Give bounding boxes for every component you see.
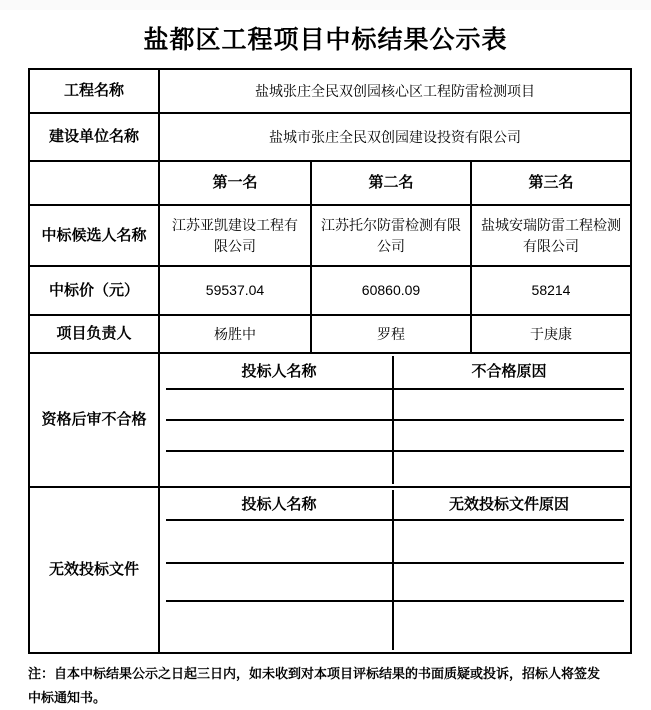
post-qualification-header-row: [166, 356, 624, 389]
row-owner-name: [29, 113, 631, 161]
empty-cell: [393, 389, 624, 420]
project-manager-third: 于庚康: [471, 315, 631, 353]
ib-reason-header: 无效投标文件原因: [393, 490, 624, 520]
invalid-bid-header-row: [166, 490, 624, 520]
empty-cell: [166, 389, 393, 420]
row-project-manager: [29, 315, 631, 353]
bid-price-first: 59537.04: [159, 266, 311, 315]
invalid-bid-subtable: [166, 490, 624, 650]
empty-cell: [166, 601, 393, 650]
rank-first-header: 第一名: [159, 161, 311, 205]
invalid-bid-empty-row: [166, 520, 624, 563]
pq-reason-header: 不合格原因: [393, 356, 624, 389]
owner-name-label: 建设单位名称: [29, 113, 159, 161]
rank-third-header: 第三名: [471, 161, 631, 205]
invalid-bid-empty-row: [166, 601, 624, 650]
post-qualification-empty-row: [166, 451, 624, 484]
candidate-second: 江苏托尔防雷检测有限公司: [311, 205, 471, 266]
post-qualification-label: 资格后审不合格: [29, 353, 159, 487]
invalid-bid-subtable-cell: [159, 487, 631, 653]
rank-second-header: 第二名: [311, 161, 471, 205]
candidate-first: 江苏亚凯建设工程有限公司: [159, 205, 311, 266]
empty-cell: [166, 563, 393, 601]
ib-bidder-name-header: 投标人名称: [166, 490, 393, 520]
empty-cell: [29, 161, 159, 205]
project-manager-first: 杨胜中: [159, 315, 311, 353]
pq-bidder-name-header: 投标人名称: [166, 356, 393, 389]
project-manager-label: 项目负责人: [29, 315, 159, 353]
bid-result-table: [28, 68, 632, 654]
candidates-label: 中标候选人名称: [29, 205, 159, 266]
window-top-strip: [0, 0, 651, 10]
empty-cell: [166, 520, 393, 563]
project-name-value: 盐城张庄全民双创园核心区工程防雷检测项目: [159, 69, 631, 113]
post-qualification-subtable-cell: [159, 353, 631, 487]
post-qualification-empty-row: [166, 389, 624, 420]
empty-cell: [393, 520, 624, 563]
candidate-third: 盐城安瑞防雷工程检测有限公司: [471, 205, 631, 266]
row-bid-price: [29, 266, 631, 315]
empty-cell: [166, 451, 393, 484]
footer-note: 注：自本中标结果公示之日起三日内，如未收到对本项目评标结果的书面质疑或投诉，招标人将签发中标通知书。: [28, 666, 601, 705]
owner-name-value: 盐城市张庄全民双创园建设投资有限公司: [159, 113, 631, 161]
bid-price-label: 中标价（元）: [29, 266, 159, 315]
post-qualification-subtable: [166, 356, 624, 484]
invalid-bid-empty-row: [166, 563, 624, 601]
project-name-label: 工程名称: [29, 69, 159, 113]
row-post-qualification: [29, 353, 631, 487]
row-candidates: [29, 205, 631, 266]
project-manager-second: 罗程: [311, 315, 471, 353]
empty-cell: [393, 563, 624, 601]
empty-cell: [393, 451, 624, 484]
post-qualification-empty-row: [166, 420, 624, 451]
page-title: 盐都区工程项目中标结果公示表: [143, 26, 508, 54]
invalid-bid-label: 无效投标文件: [29, 487, 159, 653]
bid-price-second: 60860.09: [311, 266, 471, 315]
empty-cell: [166, 420, 393, 451]
bid-price-third: 58214: [471, 266, 631, 315]
empty-cell: [393, 420, 624, 451]
row-project-name: [29, 69, 631, 113]
empty-cell: [393, 601, 624, 650]
row-rank-headers: [29, 161, 631, 205]
row-invalid-bid: [29, 487, 631, 653]
